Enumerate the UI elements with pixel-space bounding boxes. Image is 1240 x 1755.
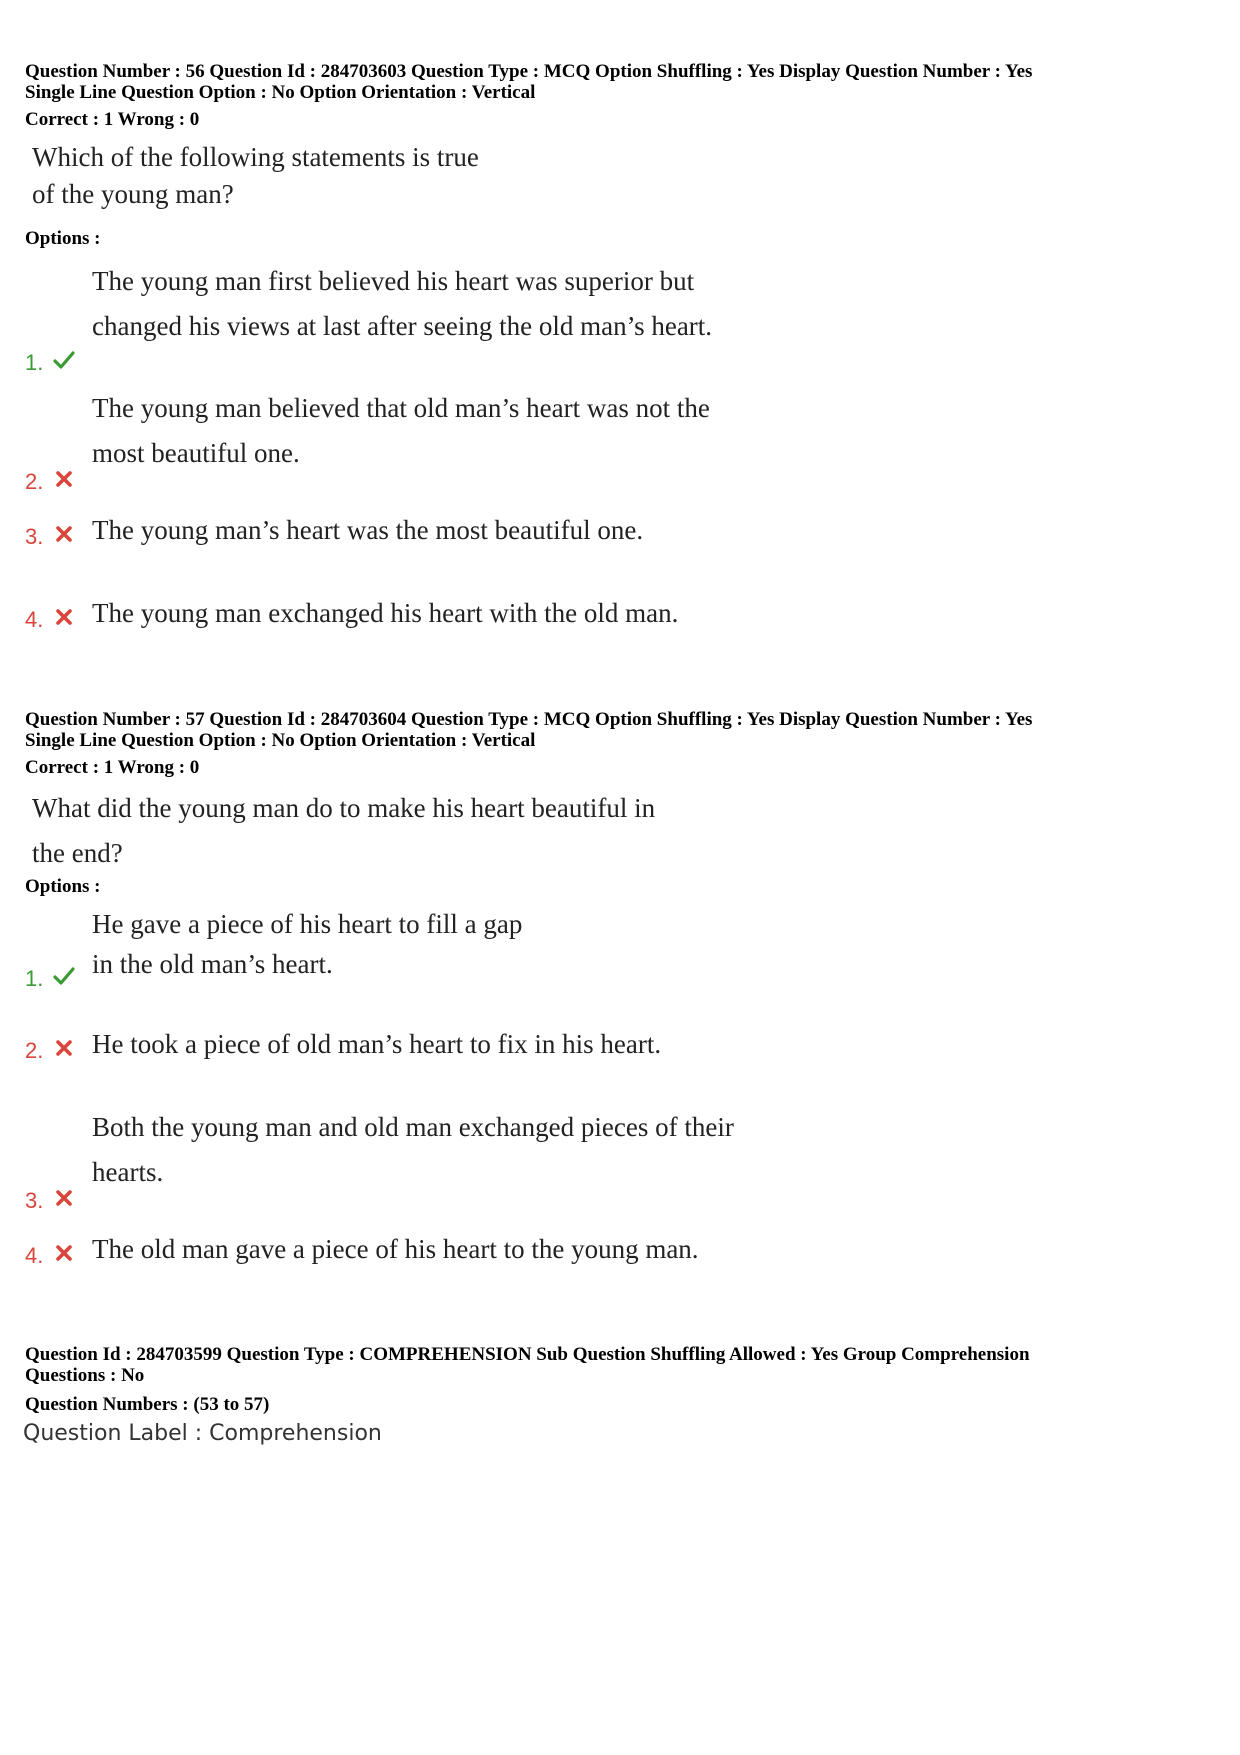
option-number: 3. xyxy=(25,1188,44,1213)
question-meta-line1: Question Number : 56 Question Id : 284703603 Question Type : MCQ Option Shuffling : Yes Display Question Number : Yes xyxy=(25,61,1033,82)
option-text-line: in the old man’s heart. xyxy=(92,949,333,979)
option-text-line: changed his views at last after seeing the old man’s heart. xyxy=(92,311,713,341)
cross-icon xyxy=(53,1242,75,1264)
question-meta-line1: Question Number : 57 Question Id : 284703604 Question Type : MCQ Option Shuffling : Yes Display Question Number : Yes xyxy=(25,709,1033,730)
option-text-line: He gave a piece of his heart to fill a gap xyxy=(92,909,523,939)
check-icon xyxy=(53,349,75,371)
option-2 xyxy=(25,1022,1025,1082)
cross-icon xyxy=(53,606,75,628)
question-meta-line2: Single Line Question Option : No Option Orientation : Vertical xyxy=(25,730,536,751)
option-text-line: Both the young man and old man exchanged pieces of their xyxy=(92,1112,734,1142)
option-number: 2. xyxy=(25,1038,44,1063)
option-number: 3. xyxy=(25,524,44,549)
score-line: Correct : 1 Wrong : 0 xyxy=(25,757,200,778)
option-3 xyxy=(25,1105,1025,1213)
option-text-line: The young man first believed his heart was superior but xyxy=(92,266,695,296)
cross-icon xyxy=(53,523,75,545)
option-1 xyxy=(25,904,1025,1004)
question-numbers: Question Numbers : (53 to 57) xyxy=(25,1394,270,1415)
option-text-line: The young man’s heart was the most beautiful one. xyxy=(92,515,644,545)
option-4 xyxy=(25,1227,1025,1287)
option-text-line: The old man gave a piece of his heart to the young man. xyxy=(92,1234,699,1264)
option-number: 1. xyxy=(25,966,44,991)
question-meta-line2: Questions : No xyxy=(25,1365,145,1386)
option-number: 4. xyxy=(25,1243,44,1268)
option-number: 1. xyxy=(25,350,44,375)
options-label: Options : xyxy=(25,876,101,897)
option-text-line: The young man exchanged his heart with the old man. xyxy=(92,598,679,628)
option-1 xyxy=(25,259,1025,375)
score-line: Correct : 1 Wrong : 0 xyxy=(25,109,200,130)
option-2 xyxy=(25,386,1025,494)
options-label: Options : xyxy=(25,228,101,249)
option-text-line: most beautiful one. xyxy=(92,438,300,468)
question-label: Question Label : Comprehension xyxy=(23,1421,382,1446)
cross-icon xyxy=(53,468,75,490)
option-text-line: He took a piece of old man’s heart to fix in his heart. xyxy=(92,1029,662,1059)
question-meta-line1: Question Id : 284703599 Question Type : COMPREHENSION Sub Question Shuffling Allowed : Yes Group Comprehension xyxy=(25,1344,1030,1365)
question-text: Which of the following statements is true of the young man? xyxy=(32,142,479,209)
option-text-line: hearts. xyxy=(92,1157,164,1187)
option-4 xyxy=(25,591,1025,651)
question-57 xyxy=(25,709,1215,1309)
cross-icon xyxy=(53,1037,75,1059)
option-text-line: The young man believed that old man’s heart was not the xyxy=(92,393,710,423)
option-3 xyxy=(25,508,1025,568)
option-number: 2. xyxy=(25,469,44,494)
question-56 xyxy=(25,61,1215,661)
question-text: What did the young man do to make his heart beautiful in the end? xyxy=(32,793,656,868)
cross-icon xyxy=(53,1187,75,1209)
question-meta-line2: Single Line Question Option : No Option Orientation : Vertical xyxy=(25,82,536,103)
check-icon xyxy=(53,965,75,987)
comprehension-info xyxy=(25,1344,1215,1454)
option-number: 4. xyxy=(25,607,44,632)
